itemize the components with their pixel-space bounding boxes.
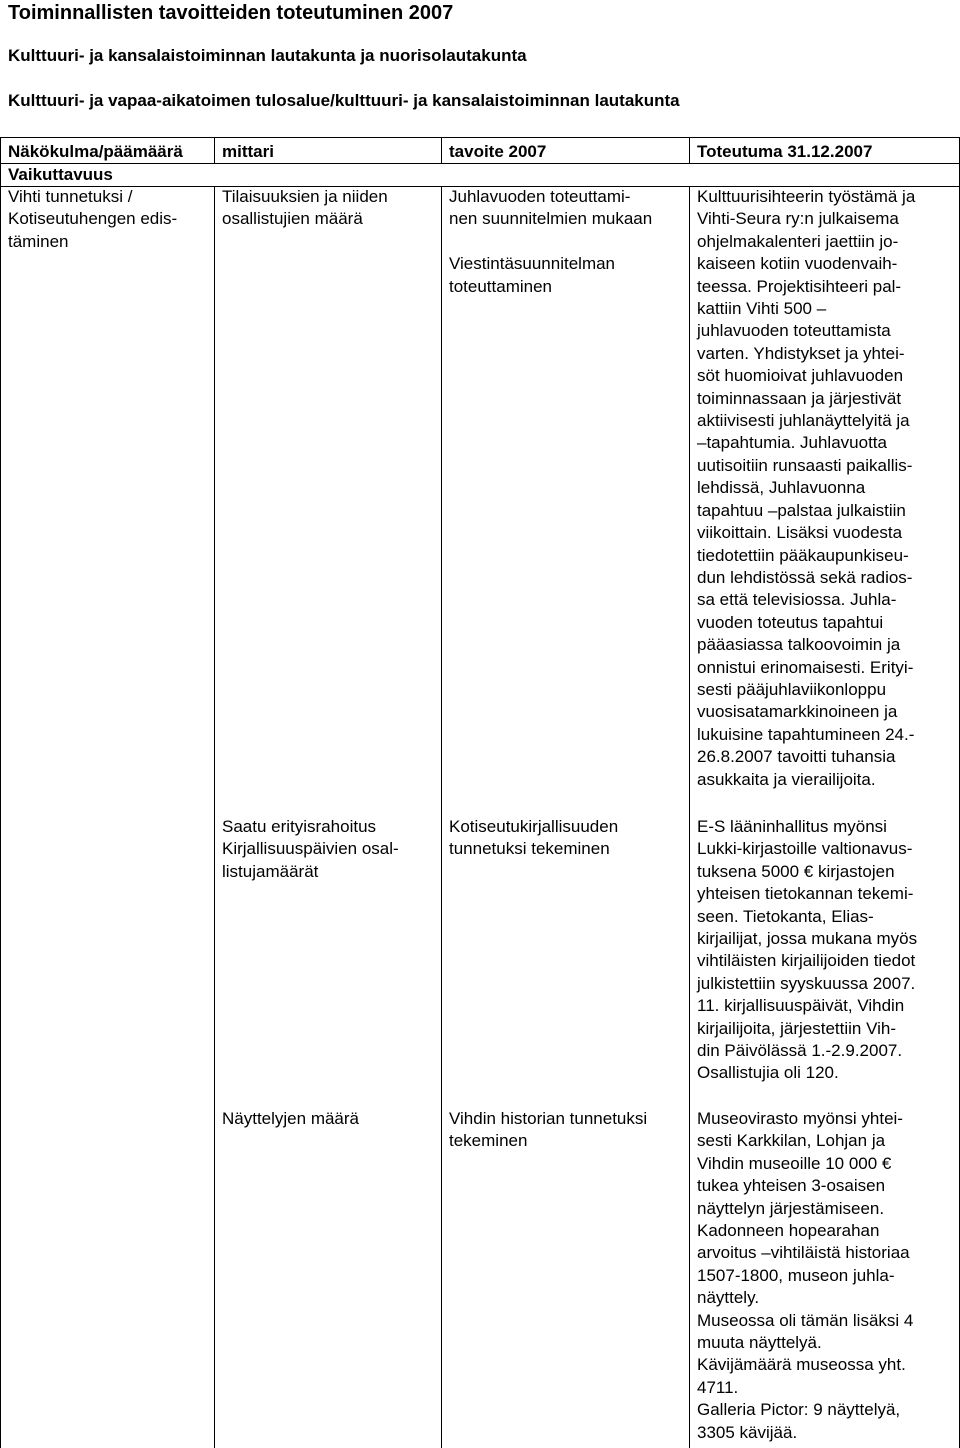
cell-line: kirjailijoita, järjestettiin Vih- [697, 1018, 897, 1038]
cell-line: osallistujien määrä [222, 209, 363, 229]
cell-line: din Päivölässä 1.-2.9.2007. [697, 1041, 903, 1061]
column-header-result: Toteutuma 31.12.2007 [697, 142, 873, 161]
cell-line: muuta näyttelyä. [697, 1333, 822, 1353]
row3-target-cell [449, 1108, 647, 1153]
cell-line: toteuttaminen [449, 276, 553, 296]
row2-target-cell [449, 816, 618, 861]
cell-line: tukea yhteisen 3-osaisen [697, 1176, 886, 1196]
cell-line: dun lehdistössä sekä radios- [697, 567, 913, 587]
unit-subtitle: Kulttuuri- ja vapaa-aikatoimen tulosalue/kulttuuri- ja kansalaistoiminnan lautakunta [8, 91, 680, 110]
row3-result-cell [697, 1108, 913, 1444]
cell-line: tunnetuksi tekeminen [449, 839, 610, 859]
cell-line: seen. Tietokanta, Elias- [697, 906, 874, 926]
cell-line: julkistettiin syyskuussa 2007. [697, 973, 916, 993]
cell-line: lukuisine tapahtumineen 24.- [697, 724, 915, 744]
cell-line: uutisoitiin runsaasti paikallis- [697, 455, 913, 475]
cell-line: Museovirasto myönsi yhtei- [697, 1109, 903, 1128]
page-title: Toiminnallisten tavoitteiden toteutuminen 2007 [8, 2, 454, 24]
cell-line: kirjailijat, jossa mukana myös [697, 929, 918, 949]
cell-line: nen suunnitelmien mukaan [449, 209, 653, 229]
cell-line: sesti pääjuhlaviikonloppu [697, 679, 887, 699]
cell-line: yhteisen tietokannan tekemi- [697, 884, 914, 904]
cell-line: varten. Yhdistykset ja yhtei- [697, 343, 905, 363]
cell-line: Vihdin museoille 10 000 € [697, 1153, 892, 1173]
cell-line: 26.8.2007 tavoitti tuhansia [697, 747, 896, 767]
cell-line: 3305 kävijää. [697, 1422, 798, 1442]
cell-line: näyttely. [697, 1288, 760, 1308]
row1-target-cell [449, 186, 652, 298]
header-divider [0, 163, 960, 164]
col-divider-3b [689, 186, 690, 1448]
cell-line: 11. kirjallisuuspäivät, Vihdin [697, 996, 905, 1016]
cell-line: toiminnassaan ja järjestivät [697, 388, 902, 408]
cell-line: Kirjallisuuspäivien osal- [222, 839, 399, 859]
cell-line: aktiivisesti juhlanäyttelyitä ja [697, 411, 910, 431]
cell-line: teessa. Projektisihteeri pal- [697, 276, 902, 296]
section-label: Vaikuttavuus [8, 165, 113, 184]
cell-line: ohjelmakalenteri jaettiin jo- [697, 231, 899, 251]
col-divider-2 [441, 137, 442, 163]
cell-line: vuoden toteutus tapahtui [697, 612, 884, 632]
cell-line: sa että televisiossa. Juhla- [697, 590, 897, 610]
row1-result-cell [697, 186, 915, 791]
cell-line: Juhlavuoden toteuttami- [449, 187, 631, 206]
cell-line: Kadonneen hopearahan [697, 1221, 880, 1241]
cell-line: lehdissä, Juhlavuonna [697, 478, 866, 498]
cell-line: kattiin Vihti 500 – [697, 299, 827, 319]
table-top-border [0, 137, 960, 138]
cell-line: Galleria Pictor: 9 näyttelyä, [697, 1400, 901, 1420]
row1-perspective-cell [8, 186, 177, 253]
cell-line: söt huomioivat juhlavuoden [697, 366, 904, 386]
row1-measure-cell [222, 186, 388, 231]
cell-line: Näyttelyjen määrä [222, 1109, 360, 1128]
column-header-target: tavoite 2007 [449, 142, 547, 161]
cell-line: E-S lääninhallitus myönsi [697, 817, 887, 836]
cell-line: Museossa oli tämän lisäksi 4 [697, 1310, 914, 1330]
cell-line: tapahtuu –palstaa julkaistiin [697, 500, 906, 520]
cell-line: Kulttuurisihteerin työstämä ja [697, 187, 916, 206]
cell-line: sesti Karkkilan, Lohjan ja [697, 1131, 886, 1151]
cell-line [449, 231, 652, 253]
cell-line: listujamäärät [222, 861, 319, 881]
cell-line: pääasiassa talkoovoimin ja [697, 635, 901, 655]
cell-line: Kotiseutukirjallisuuden [449, 817, 619, 836]
column-header-measure: mittari [222, 142, 274, 161]
cell-line: –tapahtumia. Juhlavuotta [697, 433, 887, 453]
cell-line: juhlavuoden toteuttamista [697, 321, 891, 341]
cell-line: tuksena 5000 € kirjastojen [697, 861, 895, 881]
cell-line: tiedotettiin pääkaupunkiseu- [697, 545, 909, 565]
cell-line: Saatu erityisrahoitus [222, 817, 377, 836]
cell-line: vihtiläisten kirjailijoiden tiedot [697, 951, 916, 971]
cell-line: Vihti-Seura ry:n julkaisema [697, 209, 899, 229]
col-divider-2b [441, 186, 442, 1448]
cell-line: onnistui erinomaisesti. Erityi- [697, 657, 914, 677]
cell-line: Lukki-kirjastoille valtionavus- [697, 839, 913, 859]
column-header-perspective: Näkökulma/päämäärä [8, 142, 183, 161]
cell-line: Kotiseutuhengen edis- [8, 209, 178, 229]
cell-line: Vihti tunnetuksi / [8, 187, 133, 206]
cell-line: 1507-1800, museon juhla- [697, 1265, 895, 1285]
cell-line: tekeminen [449, 1131, 528, 1151]
row2-measure-cell [222, 816, 399, 883]
cell-line: kaiseen kotiin vuodenvaih- [697, 254, 898, 274]
cell-line: näyttelyn järjestämiseen. [697, 1198, 885, 1218]
cell-line: 4711. [697, 1377, 739, 1397]
cell-line: vuosisatamarkkinoineen ja [697, 702, 898, 722]
col-divider-1 [214, 137, 215, 163]
cell-line: täminen [8, 231, 69, 251]
cell-line: Vihdin historian tunnetuksi [449, 1109, 648, 1128]
cell-line: arvoitus –vihtiläistä historiaa [697, 1243, 910, 1263]
cell-line: Tilaisuuksien ja niiden [222, 187, 388, 206]
col-divider-1b [214, 186, 215, 1448]
cell-line: Kävijämäärä museossa yht. [697, 1355, 906, 1375]
cell-line: Viestintäsuunnitelman [449, 254, 616, 274]
row3-measure-cell [222, 1108, 359, 1130]
cell-line: asukkaita ja vierailijoita. [697, 769, 876, 789]
cell-line: viikoittain. Lisäksi vuodesta [697, 523, 903, 543]
border-left [0, 137, 1, 1448]
col-divider-3 [689, 137, 690, 163]
row2-result-cell [697, 816, 917, 1085]
cell-line: Osallistujia oli 120. [697, 1063, 839, 1083]
committee-subtitle: Kulttuuri- ja kansalaistoiminnan lautakunta ja nuorisolautakunta [8, 46, 527, 65]
